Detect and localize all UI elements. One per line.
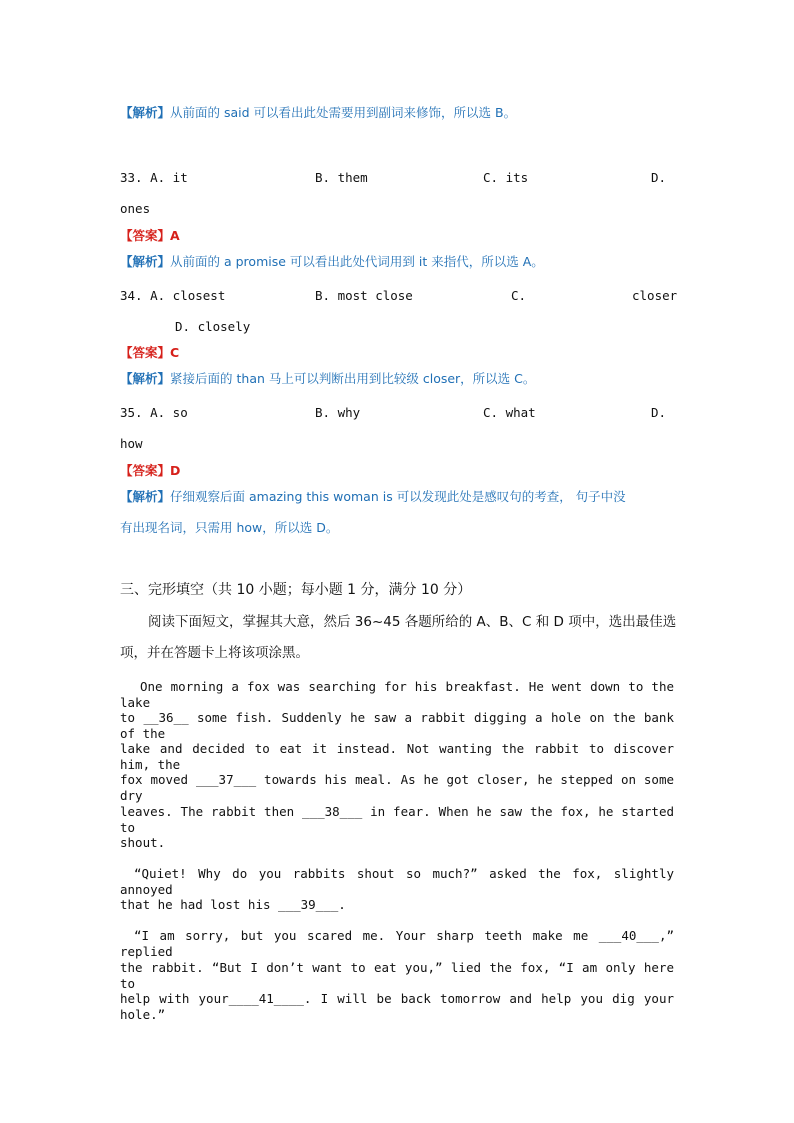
- answer-line-35: [120, 463, 180, 479]
- answer-value: D: [170, 463, 181, 478]
- analysis-label: 【解析】: [120, 371, 171, 386]
- passage-line: “I am sorry, but you scared me. Your sharp teeth make me ___40___,” replied: [120, 928, 674, 959]
- answer-label: 【答案】: [120, 345, 171, 360]
- option-a: 34. A. closest: [120, 288, 226, 303]
- analysis-label: 【解析】: [120, 489, 171, 504]
- passage-line: “Quiet! Why do you rabbits shout so much?” asked the fox, slightly annoyed: [120, 866, 674, 897]
- analysis-text-cont: 有出现名词，只需用 how，所以选 D。: [120, 520, 339, 535]
- analysis-label: 【解析】: [120, 254, 171, 269]
- passage-line: that he had lost his ___39___.: [120, 897, 346, 912]
- option-c-text: closer: [632, 288, 678, 303]
- passage-line: lake and decided to eat it instead. Not wanting the rabbit to discover him, the: [120, 741, 674, 772]
- option-d-text: how: [120, 436, 143, 451]
- analysis-line-33: [120, 254, 544, 270]
- passage-line: help with your____41____. I will be back tomorrow and help you dig your hole.”: [120, 991, 674, 1022]
- analysis-line-34: [120, 371, 535, 387]
- answer-value: C: [170, 345, 180, 360]
- option-c: C. what: [483, 405, 536, 420]
- passage-line: leaves. The rabbit then ___38___ in fear. When he saw the fox, he started to: [120, 804, 674, 835]
- instructions-line-1: 阅读下面短文，掌握其大意，然后 36~45 各题所给的 A、B、C 和 D 项中，选出最佳选: [148, 614, 677, 630]
- answer-line-34: [120, 345, 179, 361]
- analysis-text: 从前面的 a promise 可以看出此处代词用到 it 来指代，所以选 A。: [170, 254, 544, 269]
- option-d: D.: [651, 405, 667, 420]
- passage-line: One morning a fox was searching for his breakfast. He went down to the lake: [120, 679, 674, 710]
- option-c: C. its: [483, 170, 529, 185]
- analysis-line-32: [120, 105, 516, 121]
- option-d-text: ones: [120, 201, 151, 216]
- instructions-line-2: 项，并在答题卡上将该项涂黑。: [120, 645, 309, 661]
- section-title: 三、完形填空（共 10 小题；每小题 1 分，满分 10 分）: [120, 582, 472, 598]
- passage-line: shout.: [120, 835, 166, 850]
- passage-line: fox moved ___37___ towards his meal. As he got closer, he stepped on some dry: [120, 772, 674, 803]
- analysis-text: 紧接后面的 than 马上可以判断出用到比较级 closer，所以选 C。: [170, 371, 536, 386]
- answer-label: 【答案】: [120, 463, 171, 478]
- option-d: D.: [651, 170, 667, 185]
- option-d: D. closely: [175, 319, 251, 334]
- answer-value: A: [170, 228, 180, 243]
- answer-label: 【答案】: [120, 228, 171, 243]
- analysis-label: 【解析】: [120, 105, 171, 120]
- passage-line: to __36__ some fish. Suddenly he saw a rabbit digging a hole on the bank of the: [120, 710, 674, 741]
- analysis-text: 仔细观察后面 amazing this woman is 可以发现此处是感叹句的考查， 句子中没: [170, 489, 626, 504]
- option-b: B. why: [315, 405, 361, 420]
- option-a: 35. A. so: [120, 405, 188, 420]
- passage-line: the rabbit. “But I don’t want to eat you,” lied the fox, “I am only here to: [120, 960, 674, 991]
- answer-line-33: [120, 228, 180, 244]
- analysis-text: 从前面的 said 可以看出此处需要用到副词来修饰，所以选 B。: [170, 105, 517, 120]
- option-c: C.: [511, 288, 527, 303]
- option-b: B. them: [315, 170, 368, 185]
- option-b: B. most close: [315, 288, 413, 303]
- option-a: 33. A. it: [120, 170, 188, 185]
- analysis-line-35: [120, 489, 626, 505]
